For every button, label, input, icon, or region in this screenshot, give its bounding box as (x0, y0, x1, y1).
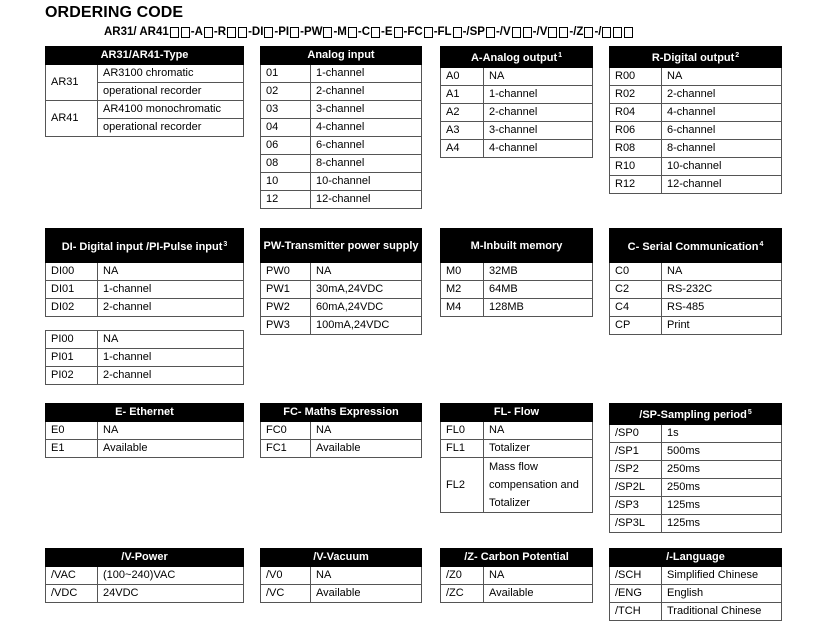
code-placeholder-box (238, 27, 247, 38)
table-row (261, 317, 422, 335)
row-desc: 12-channel (311, 191, 422, 209)
table-row (46, 281, 244, 299)
row-code: 01 (261, 65, 311, 83)
table-row (261, 585, 422, 603)
code-placeholder-box (204, 27, 213, 38)
row-code: FC1 (261, 440, 311, 458)
memory-table (440, 228, 593, 317)
fl2-line: Mass flow (489, 461, 538, 473)
row-desc: RS-232C (662, 281, 782, 299)
table-row (46, 422, 244, 440)
row-desc: NA (311, 567, 422, 585)
table-row (610, 425, 782, 443)
row-desc: NA (98, 422, 244, 440)
row-desc: 250ms (662, 479, 782, 497)
code-placeholder-box (170, 27, 179, 38)
row-code: PI00 (46, 331, 98, 349)
row-code: R12 (610, 176, 662, 194)
row-code: FL1 (441, 440, 484, 458)
carbon-header (441, 549, 593, 567)
row-desc: 100mA,24VDC (311, 317, 422, 335)
table-row (46, 585, 244, 603)
row-desc: 4-channel (484, 140, 593, 158)
row-code: PI01 (46, 349, 98, 367)
table-row (261, 567, 422, 585)
type-table-header: AR31/AR41-Type (46, 47, 244, 65)
code-placeholder-box (613, 27, 622, 38)
code-segment (104, 26, 191, 38)
row-desc: NA (662, 263, 782, 281)
row-desc: RS-485 (662, 299, 782, 317)
row-desc: NA (98, 331, 244, 349)
analog-output-table (440, 46, 593, 158)
language-header (610, 549, 782, 567)
row-code: /SP3 (610, 497, 662, 515)
row-code: R08 (610, 140, 662, 158)
table-row (610, 479, 782, 497)
row-desc: Simplified Chinese (662, 567, 782, 585)
code-placeholder-box (371, 27, 380, 38)
table-row (441, 140, 593, 158)
code-placeholder-box (624, 27, 633, 38)
row-code: PI02 (46, 367, 98, 385)
row-desc: 2-channel (98, 367, 244, 385)
footnote-marker: 1 (558, 52, 563, 59)
code-segment (248, 26, 274, 38)
footnote-marker: 5 (747, 409, 752, 416)
table-row (261, 83, 422, 101)
language-table (609, 548, 782, 621)
code-segment (274, 26, 300, 38)
table-row (46, 367, 244, 385)
row-code: /VC (261, 585, 311, 603)
code-placeholder-box (486, 27, 495, 38)
code-segment (569, 26, 594, 38)
row-code: A2 (441, 104, 484, 122)
row-desc: Available (484, 585, 593, 603)
footnote-marker: 4 (759, 240, 764, 248)
row-desc: 64MB (484, 281, 593, 299)
code-segment-label: -FL (433, 26, 452, 38)
row-desc: 30mA,24VDC (311, 281, 422, 299)
row-code: C4 (610, 299, 662, 317)
row-desc: 1-channel (98, 281, 244, 299)
header-label: E- Ethernet (115, 406, 174, 418)
row-code: M2 (441, 281, 484, 299)
row-desc: 32MB (484, 263, 593, 281)
code-segment-label: -E (381, 26, 393, 38)
power-supply-table (260, 228, 422, 335)
header-label: FC- Maths Expression (283, 406, 399, 418)
code-segment-label: -/V (495, 26, 511, 38)
row-code: R00 (610, 68, 662, 86)
table-row (610, 317, 782, 335)
table-row (261, 263, 422, 281)
row-code: 04 (261, 119, 311, 137)
row-desc: 24VDC (98, 585, 244, 603)
row-code: DI02 (46, 299, 98, 317)
table-row (261, 440, 422, 458)
row-code: 06 (261, 137, 311, 155)
row-code: /TCH (610, 603, 662, 621)
row-desc: Traditional Chinese (662, 603, 782, 621)
ordering-code-pattern (104, 26, 634, 38)
row-desc: (100~240)VAC (98, 567, 244, 585)
table-row (46, 331, 244, 349)
code-segment (594, 26, 634, 38)
row-code: A3 (441, 122, 484, 140)
header-label: /V-Vacuum (313, 551, 369, 563)
analog-input-table (260, 46, 422, 209)
row-code: R02 (610, 86, 662, 104)
footnote-marker: 3 (223, 240, 228, 248)
table-row (261, 155, 422, 173)
table-row (441, 585, 593, 603)
type-code: AR31 (46, 65, 98, 101)
row-code: PW3 (261, 317, 311, 335)
row-desc: 2-channel (484, 104, 593, 122)
table-row (261, 299, 422, 317)
table-row (261, 281, 422, 299)
header-label: R-Digital output (651, 52, 735, 64)
table-row (610, 104, 782, 122)
row-desc: Totalizer (484, 440, 593, 458)
row-code: /ENG (610, 585, 662, 603)
row-code: /SP3L (610, 515, 662, 533)
row-desc: NA (484, 567, 593, 585)
header-label: DI- Digital input /PI-Pulse input (61, 240, 223, 253)
table-row (261, 101, 422, 119)
row-desc: 128MB (484, 299, 593, 317)
row-code: DI00 (46, 263, 98, 281)
table-row (610, 68, 782, 86)
code-segment (214, 26, 248, 38)
row-code: E0 (46, 422, 98, 440)
table-row (46, 349, 244, 367)
row-desc: 6-channel (311, 137, 422, 155)
code-segment-label: -DI (248, 26, 264, 38)
code-placeholder-box (602, 27, 611, 38)
row-code: R06 (610, 122, 662, 140)
maths-table (260, 403, 422, 458)
type-table (45, 46, 244, 137)
code-segment-label: -/V (532, 26, 548, 38)
type-code: AR41 (46, 101, 98, 137)
code-placeholder-box (584, 27, 593, 38)
code-placeholder-box (548, 27, 557, 38)
row-code: 12 (261, 191, 311, 209)
table-row (610, 140, 782, 158)
table-row (610, 497, 782, 515)
table-row (46, 440, 244, 458)
row-code: 08 (261, 155, 311, 173)
row-code: /V0 (261, 567, 311, 585)
row-code: /SCH (610, 567, 662, 585)
row-desc: 8-channel (311, 155, 422, 173)
code-segment-label: -PW (300, 26, 323, 38)
code-segment (358, 26, 381, 38)
table-row (46, 263, 244, 281)
row-code: C0 (610, 263, 662, 281)
fl2-line: compensation and (489, 479, 579, 491)
code-placeholder-box (453, 27, 462, 38)
vacuum-header (261, 549, 422, 567)
row-code: /SP1 (610, 443, 662, 461)
code-placeholder-box (348, 27, 357, 38)
row-code: 02 (261, 83, 311, 101)
table-row (46, 299, 244, 317)
table-row (46, 567, 244, 585)
code-segment (333, 26, 357, 38)
row-code: A1 (441, 86, 484, 104)
table-row (441, 567, 593, 585)
row-desc: 3-channel (311, 101, 422, 119)
table-row (610, 585, 782, 603)
header-label: A-Analog output (470, 52, 558, 64)
table-row (441, 104, 593, 122)
row-code: E1 (46, 440, 98, 458)
pulse-input-table (45, 330, 244, 385)
code-placeholder-box (181, 27, 190, 38)
row-code: R10 (610, 158, 662, 176)
row-desc: 8-channel (662, 140, 782, 158)
table-row (610, 515, 782, 533)
table-row (441, 281, 593, 299)
code-placeholder-box (290, 27, 299, 38)
digital-input-header (46, 229, 244, 263)
digital-input-table (45, 228, 244, 317)
row-desc: NA (311, 263, 422, 281)
header-label: M-Inbuilt memory (470, 239, 563, 252)
row-code: DI01 (46, 281, 98, 299)
table-row (261, 422, 422, 440)
maths-header (261, 404, 422, 422)
row-code: FL0 (441, 422, 484, 440)
table-row (261, 173, 422, 191)
row-desc: 500ms (662, 443, 782, 461)
row-desc: 250ms (662, 461, 782, 479)
type-desc: AR3100 chromatic (98, 65, 244, 83)
row-desc: 10-channel (662, 158, 782, 176)
serial-table (609, 228, 782, 335)
footnote-marker: 2 (735, 52, 740, 59)
row-desc: 1-channel (98, 349, 244, 367)
row-code: /VAC (46, 567, 98, 585)
row-desc: 6-channel (662, 122, 782, 140)
flow-table (440, 403, 593, 513)
code-segment (300, 26, 333, 38)
table-row (261, 137, 422, 155)
row-code: /ZC (441, 585, 484, 603)
code-segment (434, 26, 463, 38)
row-code: CP (610, 317, 662, 335)
row-desc: 125ms (662, 515, 782, 533)
table-row (261, 119, 422, 137)
row-desc: 2-channel (311, 83, 422, 101)
code-segment-label: -/SP (462, 26, 485, 38)
table-row (610, 281, 782, 299)
row-desc: 10-channel (311, 173, 422, 191)
code-segment (463, 26, 496, 38)
row-desc: 4-channel (311, 119, 422, 137)
carbon-table (440, 548, 593, 603)
row-code: M4 (441, 299, 484, 317)
table-row (610, 461, 782, 479)
code-placeholder-box (264, 27, 273, 38)
code-segment (404, 26, 434, 38)
header-label: PW-Transmitter power supply (263, 239, 419, 252)
analog-input-header (261, 47, 422, 65)
code-segment (533, 26, 570, 38)
row-code: /SP2 (610, 461, 662, 479)
table-row (261, 65, 422, 83)
fl2-line: Totalizer (489, 497, 530, 509)
row-code: C2 (610, 281, 662, 299)
sampling-header (610, 404, 782, 425)
table-row (610, 443, 782, 461)
code-placeholder-box (227, 27, 236, 38)
row-desc: 125ms (662, 497, 782, 515)
code-segment-label: -/Z (569, 26, 584, 38)
row-desc (484, 458, 593, 513)
row-code: FL2 (441, 458, 484, 513)
row-desc: 2-channel (98, 299, 244, 317)
table-row (610, 603, 782, 621)
row-code: /Z0 (441, 567, 484, 585)
row-code: R04 (610, 104, 662, 122)
row-desc: 60mA,24VDC (311, 299, 422, 317)
row-desc: Available (311, 440, 422, 458)
row-desc: 1s (662, 425, 782, 443)
row-desc: 2-channel (662, 86, 782, 104)
row-code: 03 (261, 101, 311, 119)
code-placeholder-box (424, 27, 433, 38)
code-segment-label: -FC (403, 26, 423, 38)
code-segment-label: -PI (274, 26, 290, 38)
row-code: M0 (441, 263, 484, 281)
table-row (610, 299, 782, 317)
vacuum-table (260, 548, 422, 603)
row-code: /VDC (46, 585, 98, 603)
header-label: /Z- Carbon Potential (464, 551, 569, 563)
row-code: PW0 (261, 263, 311, 281)
code-placeholder-box (323, 27, 332, 38)
digital-output-header (610, 47, 782, 68)
code-segment (381, 26, 404, 38)
table-row (610, 176, 782, 194)
memory-header (441, 229, 593, 263)
power-table (45, 548, 244, 603)
type-desc: operational recorder (98, 119, 244, 137)
header-label: /SP-Sampling period (639, 409, 747, 421)
table-row (441, 263, 593, 281)
table-row (610, 122, 782, 140)
power-header (46, 549, 244, 567)
row-desc: 1-channel (484, 86, 593, 104)
row-code: /SP2L (610, 479, 662, 497)
row-desc: NA (311, 422, 422, 440)
row-desc: 4-channel (662, 104, 782, 122)
table-row (441, 122, 593, 140)
row-code: A4 (441, 140, 484, 158)
table-row (610, 158, 782, 176)
code-segment-label: AR31/ AR41 (104, 26, 169, 38)
row-code: PW2 (261, 299, 311, 317)
table-row (261, 191, 422, 209)
header-label: Analog input (307, 49, 375, 61)
header-label: /V-Power (121, 551, 168, 563)
row-desc: NA (484, 68, 593, 86)
row-code: PW1 (261, 281, 311, 299)
header-label: C- Serial Communication (627, 240, 759, 253)
code-placeholder-box (394, 27, 403, 38)
header-label: /-Language (666, 551, 725, 563)
row-desc: 3-channel (484, 122, 593, 140)
row-desc: NA (662, 68, 782, 86)
code-segment-label: -A (190, 26, 203, 38)
code-segment-label: -R (213, 26, 227, 38)
row-desc: 12-channel (662, 176, 782, 194)
row-desc: Available (98, 440, 244, 458)
type-desc: AR4100 monochromatic (98, 101, 244, 119)
table-row (441, 86, 593, 104)
table-row (610, 567, 782, 585)
analog-output-header (441, 47, 593, 68)
sampling-table (609, 403, 782, 533)
code-segment (496, 26, 533, 38)
row-code: A0 (441, 68, 484, 86)
row-code: FC0 (261, 422, 311, 440)
code-segment-label: -M (333, 26, 347, 38)
serial-header (610, 229, 782, 263)
ethernet-header (46, 404, 244, 422)
code-segment-label: -/ (594, 26, 602, 38)
page-title: ORDERING CODE (45, 4, 184, 21)
row-desc: NA (98, 263, 244, 281)
power-supply-header (261, 229, 422, 263)
ethernet-table (45, 403, 244, 458)
digital-output-table (609, 46, 782, 194)
table-row (441, 68, 593, 86)
code-segment-label: -C (357, 26, 371, 38)
row-code: /SP0 (610, 425, 662, 443)
row-desc: Print (662, 317, 782, 335)
row-code: 10 (261, 173, 311, 191)
table-row (610, 86, 782, 104)
code-placeholder-box (559, 27, 568, 38)
flow-table-header: FL- Flow (441, 404, 593, 422)
row-desc: Available (311, 585, 422, 603)
code-placeholder-box (523, 27, 532, 38)
row-desc: 1-channel (311, 65, 422, 83)
table-row (610, 263, 782, 281)
code-segment (191, 26, 214, 38)
row-desc: English (662, 585, 782, 603)
table-row (441, 299, 593, 317)
code-placeholder-box (512, 27, 521, 38)
type-desc: operational recorder (98, 83, 244, 101)
row-desc: NA (484, 422, 593, 440)
